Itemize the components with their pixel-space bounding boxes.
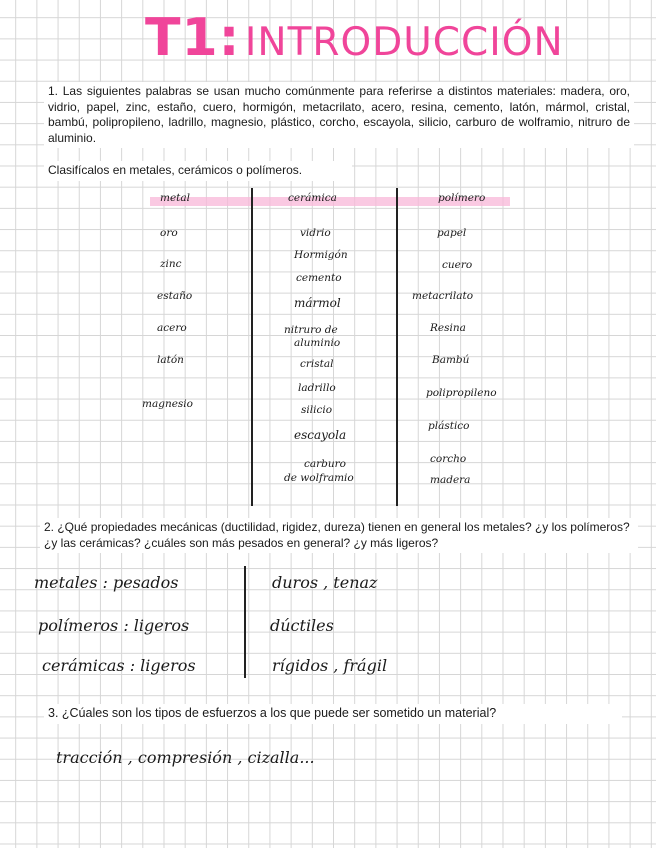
title-code: T1: bbox=[145, 8, 241, 68]
ceramica-item: aluminio bbox=[294, 337, 341, 349]
question-3-text: 3. ¿Cúales son los tipos de esfuerzos a los que puede ser sometido un material? bbox=[44, 704, 622, 724]
answer-right: rígidos , frágil bbox=[272, 656, 388, 675]
polimero-item: Resina bbox=[430, 322, 466, 334]
table-divider-1 bbox=[251, 188, 253, 506]
metal-item: acero bbox=[157, 322, 187, 334]
answer-left: polímeros : ligeros bbox=[38, 616, 190, 635]
answer-right: duros , tenaz bbox=[272, 573, 378, 592]
ceramica-item: carburo bbox=[304, 458, 346, 470]
ceramica-item: cemento bbox=[296, 272, 342, 284]
polimero-item: Bambú bbox=[432, 354, 470, 366]
polimero-item: plástico bbox=[428, 420, 470, 432]
polimero-item: papel bbox=[437, 227, 467, 239]
column-header-polimero: polímero bbox=[438, 192, 486, 204]
polimero-item: polipropileno bbox=[426, 387, 497, 399]
ceramica-item: silicio bbox=[301, 404, 333, 416]
question-3-answer: tracción , compresión , cizalla... bbox=[56, 748, 315, 767]
metal-item: estaño bbox=[157, 290, 193, 302]
polimero-item: cuero bbox=[442, 259, 473, 271]
title-text: INTRODUCCIÓN bbox=[244, 20, 564, 65]
metal-item: latón bbox=[157, 354, 184, 366]
page-title bbox=[145, 8, 564, 78]
ceramica-item: mármol bbox=[294, 296, 341, 310]
answer-divider bbox=[244, 566, 246, 678]
table-divider-2 bbox=[396, 188, 398, 506]
ceramica-item: escayola bbox=[294, 428, 347, 442]
question-1-instruction: Clasifícalos en metales, cerámicos o polímeros. bbox=[44, 161, 352, 181]
polimero-item: corcho bbox=[430, 453, 467, 465]
ceramica-item: ladrillo bbox=[298, 382, 336, 394]
question-2-text: 2. ¿Qué propiedades mecánicas (ductilidad, rigidez, dureza) tienen en general los metales? ¿y los polímeros? ¿y las cerámicas? ¿cuáles son más pesados en general? ¿y más ligeros? bbox=[40, 518, 638, 553]
metal-item: zinc bbox=[160, 258, 182, 270]
ceramica-item: vidrio bbox=[300, 227, 331, 239]
column-header-ceramica: cerámica bbox=[288, 192, 337, 204]
metal-item: oro bbox=[160, 227, 178, 239]
polimero-item: madera bbox=[430, 474, 471, 486]
answer-left: metales : pesados bbox=[34, 573, 179, 592]
question-1-text: 1. Las siguientes palabras se usan mucho comúnmente para referirse a distintos materiales: madera, oro, vidrio, papel, zinc, estaño, cuero, hormigón, metacrilato, acero, resina, cemento, latón, mármol, cristal, bambú, polipropileno, ladrillo, magnesio, plástico, corcho, escayola, silicio, carburo de wolframio, nitruro de aluminio. bbox=[44, 82, 634, 148]
ceramica-item: cristal bbox=[300, 358, 334, 370]
polimero-item: metacrilato bbox=[412, 290, 474, 302]
ceramica-item: de wolframio bbox=[284, 472, 354, 484]
column-header-metal: metal bbox=[160, 192, 191, 204]
ceramica-item: Hormigón bbox=[294, 249, 348, 261]
answer-right: dúctiles bbox=[270, 616, 334, 635]
answer-left: cerámicas : ligeros bbox=[42, 656, 196, 675]
metal-item: magnesio bbox=[142, 398, 193, 410]
ceramica-item: nitruro de bbox=[284, 324, 338, 336]
